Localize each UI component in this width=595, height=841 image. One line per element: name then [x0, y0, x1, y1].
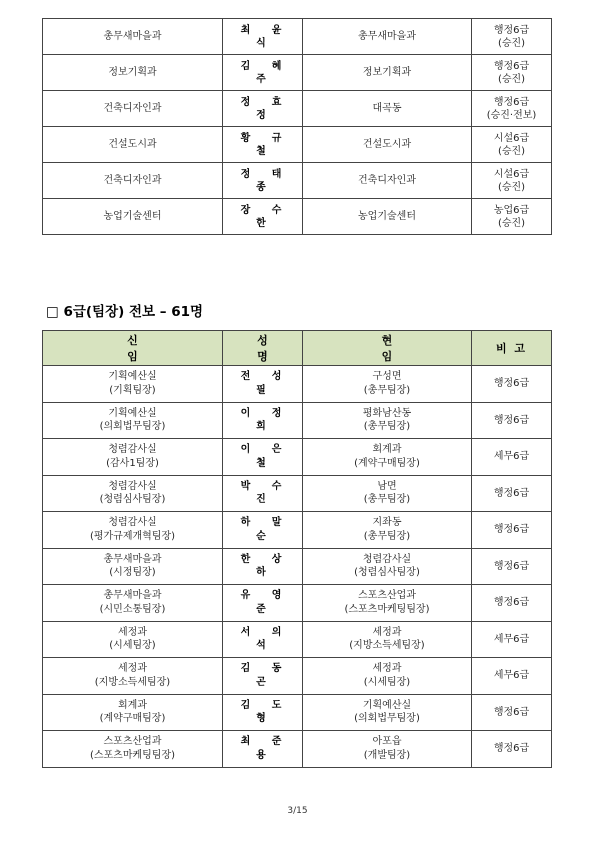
note-cell-line: (승진) [497, 181, 526, 193]
person-name-cell: 정 태 종 [223, 163, 303, 199]
note-cell: 행정6급 [472, 366, 552, 403]
current-post-cell-line: 기획예산실 [362, 699, 412, 711]
note-cell-line: (승진) [497, 145, 526, 157]
table-row [43, 366, 552, 403]
note-cell-line: 행정6급 [493, 96, 530, 108]
table-row [43, 694, 552, 731]
current-post-cell-line: (총무팀장) [363, 530, 411, 542]
note-cell-line: 행정6급 [493, 60, 530, 72]
table-row [43, 402, 552, 439]
new-post-cell [43, 512, 223, 549]
new-post-cell-line: (시민소통팀장) [99, 603, 166, 615]
table-row [43, 731, 552, 768]
note-cell-line: (승진·전보) [486, 109, 537, 121]
note-cell: 행정6급 [472, 548, 552, 585]
current-post-cell [303, 402, 472, 439]
new-post-cell-line: 기획예산실 [108, 371, 157, 383]
note-cell: 세무6급 [472, 621, 552, 658]
note-cell-line: 행정6급 [493, 24, 530, 36]
current-post-cell [303, 694, 472, 731]
new-post-cell-line: (평가규제개혁팀장) [89, 530, 176, 542]
new-dept-cell: 건축디자인과 [43, 91, 223, 127]
new-post-cell-line: 기획예산실 [108, 407, 157, 419]
table-row [43, 127, 552, 163]
current-post-cell [303, 475, 472, 512]
note-cell [472, 199, 552, 235]
table-row [43, 199, 552, 235]
new-post-cell-line: 총무새마을과 [103, 553, 162, 565]
note-cell: 행정6급 [472, 475, 552, 512]
current-dept-cell: 건축디자인과 [303, 163, 472, 199]
new-post-cell-line: (시세팀장) [109, 640, 156, 652]
note-cell [472, 55, 552, 91]
new-post-cell [43, 621, 223, 658]
new-post-cell-line: 청렴감사실 [108, 480, 157, 492]
new-post-cell-line: 세정과 [118, 663, 147, 675]
current-post-cell-line: 남면 [377, 480, 397, 492]
current-post-cell-line: (지방소득세팀장) [349, 640, 425, 652]
current-post-cell-line: 회계과 [372, 444, 402, 456]
new-post-cell-line: (의회법무팀장) [99, 421, 166, 433]
section-title: □ 6급(팀장) 전보 – 61명 [46, 304, 204, 320]
current-post-cell-line: (의회법무팀장) [354, 713, 420, 725]
current-post-cell-line: 세정과 [372, 626, 402, 638]
new-post-cell-line: 스포츠산업과 [103, 736, 162, 748]
current-post-cell-line: (총무팀장) [363, 421, 411, 433]
person-name-cell: 김 혜 주 [223, 55, 303, 91]
current-dept-cell: 건설도시과 [303, 127, 472, 163]
person-name-cell: 정 효 정 [223, 91, 303, 127]
person-name-cell: 한 상 하 [223, 548, 303, 585]
person-name-cell: 최 준 용 [223, 731, 303, 768]
new-post-cell [43, 439, 223, 476]
header-new-post: 신 임 [43, 331, 223, 366]
note-cell [472, 163, 552, 199]
person-name-cell: 최 윤 식 [223, 19, 303, 55]
table-row [43, 548, 552, 585]
note-cell: 행정6급 [472, 585, 552, 622]
new-post-cell-line: 회계과 [118, 699, 147, 711]
table-row [43, 19, 552, 55]
table-row [43, 55, 552, 91]
new-post-cell-line: (지방소득세팀장) [94, 676, 171, 688]
note-cell [472, 91, 552, 127]
current-post-cell-line: (스포츠마케팅팀장) [344, 603, 430, 615]
note-cell-line: 시설6급 [493, 132, 530, 144]
current-post-cell [303, 585, 472, 622]
new-post-cell-line: 세정과 [118, 626, 147, 638]
person-name-cell: 이 정 희 [223, 402, 303, 439]
note-cell [472, 19, 552, 55]
note-cell: 행정6급 [472, 694, 552, 731]
current-post-cell-line: (개발팀장) [363, 749, 411, 761]
current-post-cell [303, 621, 472, 658]
current-post-cell-line: 아포읍 [372, 736, 402, 748]
header-current-post: 현 임 [303, 331, 472, 366]
page-number: 3/15 [287, 806, 308, 816]
table-header-row [43, 331, 552, 366]
current-post-cell-line: (총무팀장) [363, 494, 411, 506]
header-note: 비 고 [472, 331, 552, 366]
note-cell: 세무6급 [472, 439, 552, 476]
person-name-cell: 장 수 한 [223, 199, 303, 235]
new-post-cell-line: (청렴심사팀장) [99, 494, 166, 506]
current-post-cell-line: 스포츠산업과 [358, 590, 416, 602]
note-cell: 행정6급 [472, 731, 552, 768]
promotion-table [42, 18, 552, 235]
person-name-cell: 유 영 준 [223, 585, 303, 622]
current-post-cell-line: 세정과 [372, 663, 402, 675]
person-name-cell: 황 규 철 [223, 127, 303, 163]
new-post-cell [43, 658, 223, 695]
current-post-cell [303, 731, 472, 768]
note-cell: 세무6급 [472, 658, 552, 695]
person-name-cell: 박 수 진 [223, 475, 303, 512]
current-post-cell [303, 366, 472, 403]
new-dept-cell: 건축디자인과 [43, 163, 223, 199]
note-cell-line: (승진) [497, 73, 526, 85]
current-post-cell-line: (계약구매팀장) [354, 457, 420, 469]
table-row [43, 91, 552, 127]
header-name: 성 명 [223, 331, 303, 366]
new-post-cell [43, 366, 223, 403]
new-post-cell-line: 청렴감사실 [108, 517, 157, 529]
current-post-cell-line: 지좌동 [372, 517, 402, 529]
note-cell-line: 시설6급 [493, 168, 530, 180]
new-post-cell [43, 475, 223, 512]
person-name-cell: 이 은 철 [223, 439, 303, 476]
note-cell [472, 127, 552, 163]
new-post-cell [43, 402, 223, 439]
new-post-cell-line: (감사1팀장) [106, 457, 159, 469]
new-post-cell [43, 548, 223, 585]
person-name-cell: 김 동 곤 [223, 658, 303, 695]
current-post-cell-line: (총무팀장) [363, 384, 411, 396]
table-row [43, 475, 552, 512]
table-row [43, 512, 552, 549]
new-post-cell-line: (계약구매팀장) [99, 713, 166, 725]
current-post-cell [303, 439, 472, 476]
new-post-cell [43, 585, 223, 622]
table-row [43, 658, 552, 695]
table-row [43, 621, 552, 658]
note-cell-line: (승진) [497, 37, 526, 49]
table-row [43, 163, 552, 199]
note-cell: 행정6급 [472, 512, 552, 549]
current-post-cell-line: 구성면 [372, 371, 402, 383]
table-row [43, 439, 552, 476]
table-row [43, 585, 552, 622]
current-dept-cell: 총무새마을과 [303, 19, 472, 55]
new-dept-cell: 정보기획과 [43, 55, 223, 91]
new-post-cell-line: 청렴감사실 [108, 444, 157, 456]
current-post-cell-line: 청렴감사실 [362, 553, 412, 565]
current-post-cell-line: (청렴심사팀장) [354, 567, 420, 579]
current-post-cell-line: (시세팀장) [363, 676, 411, 688]
note-cell: 행정6급 [472, 402, 552, 439]
new-post-cell [43, 694, 223, 731]
team-leader-transfer-table [42, 330, 552, 768]
person-name-cell: 하 말 순 [223, 512, 303, 549]
new-post-cell-line: (스포츠마케팅팀장) [89, 749, 176, 761]
new-dept-cell: 농업기술센터 [43, 199, 223, 235]
current-dept-cell: 대곡동 [303, 91, 472, 127]
new-post-cell-line: (기획팀장) [109, 384, 156, 396]
current-dept-cell: 농업기술센터 [303, 199, 472, 235]
note-cell-line: (승진) [497, 217, 526, 229]
current-post-cell-line: 평화남산동 [362, 407, 412, 419]
current-post-cell [303, 512, 472, 549]
current-dept-cell: 정보기획과 [303, 55, 472, 91]
new-post-cell [43, 731, 223, 768]
new-post-cell-line: 총무새마을과 [103, 590, 162, 602]
current-post-cell [303, 658, 472, 695]
new-post-cell-line: (시정팀장) [109, 567, 156, 579]
new-dept-cell: 건설도시과 [43, 127, 223, 163]
current-post-cell [303, 548, 472, 585]
person-name-cell: 전 성 필 [223, 366, 303, 403]
person-name-cell: 서 의 석 [223, 621, 303, 658]
new-dept-cell: 총무새마을과 [43, 19, 223, 55]
person-name-cell: 김 도 형 [223, 694, 303, 731]
note-cell-line: 농업6급 [493, 204, 530, 216]
